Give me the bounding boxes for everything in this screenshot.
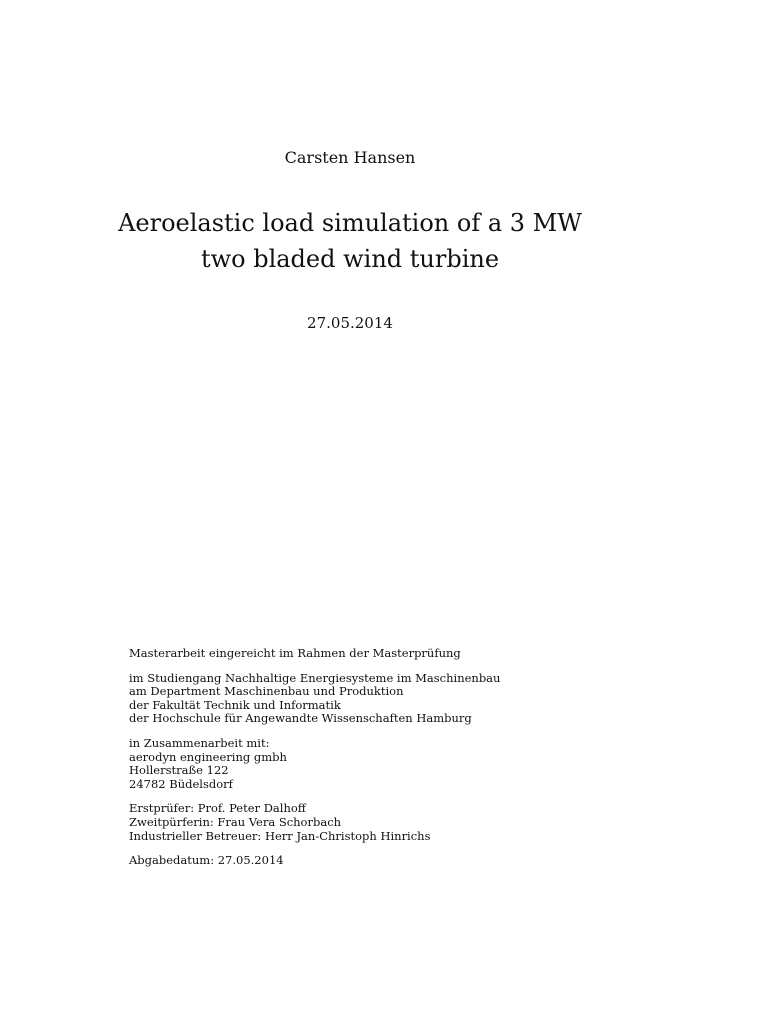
submission-statement xyxy=(129,647,689,661)
thesis-info xyxy=(129,647,689,879)
info-line: am Department Maschinenbau und Produktion xyxy=(129,684,404,699)
title-line-1: Aeroelastic load simulation of a 3 MW xyxy=(118,209,582,237)
info-line: aerodyn engineering gmbh xyxy=(129,749,287,764)
info-line: 24782 Büdelsdorf xyxy=(129,776,233,791)
info-line: der Hochschule für Angewandte Wissenschaften Hamburg xyxy=(129,711,472,726)
cooperation-block xyxy=(129,737,689,791)
info-line: in Zusammenarbeit mit: xyxy=(129,735,270,750)
info-line: im Studiengang Nachhaltige Energiesysteme im Maschinenbau xyxy=(129,670,501,685)
institution-block xyxy=(129,672,689,726)
title-date: 27.05.2014 xyxy=(307,314,393,332)
info-line: Erstprüfer: Prof. Peter Dalhoff xyxy=(129,801,306,816)
author-name: Carsten Hansen xyxy=(284,148,416,167)
examiners-block xyxy=(129,802,689,843)
submission-date-block xyxy=(129,854,689,868)
info-line: Industrieller Betreuer: Herr Jan-Christoph Hinrichs xyxy=(129,828,431,843)
title-line-2: two bladed wind turbine xyxy=(200,245,500,273)
thesis-title xyxy=(0,205,700,277)
info-line: Abgabedatum: 27.05.2014 xyxy=(129,853,284,868)
info-line: Hollerstraße 122 xyxy=(129,763,229,778)
info-line: Masterarbeit eingereicht im Rahmen der Masterprüfung xyxy=(129,646,461,660)
info-line: Zweitpürferin: Frau Vera Schorbach xyxy=(129,814,342,829)
info-line: der Fakultät Technik und Informatik xyxy=(129,697,341,712)
